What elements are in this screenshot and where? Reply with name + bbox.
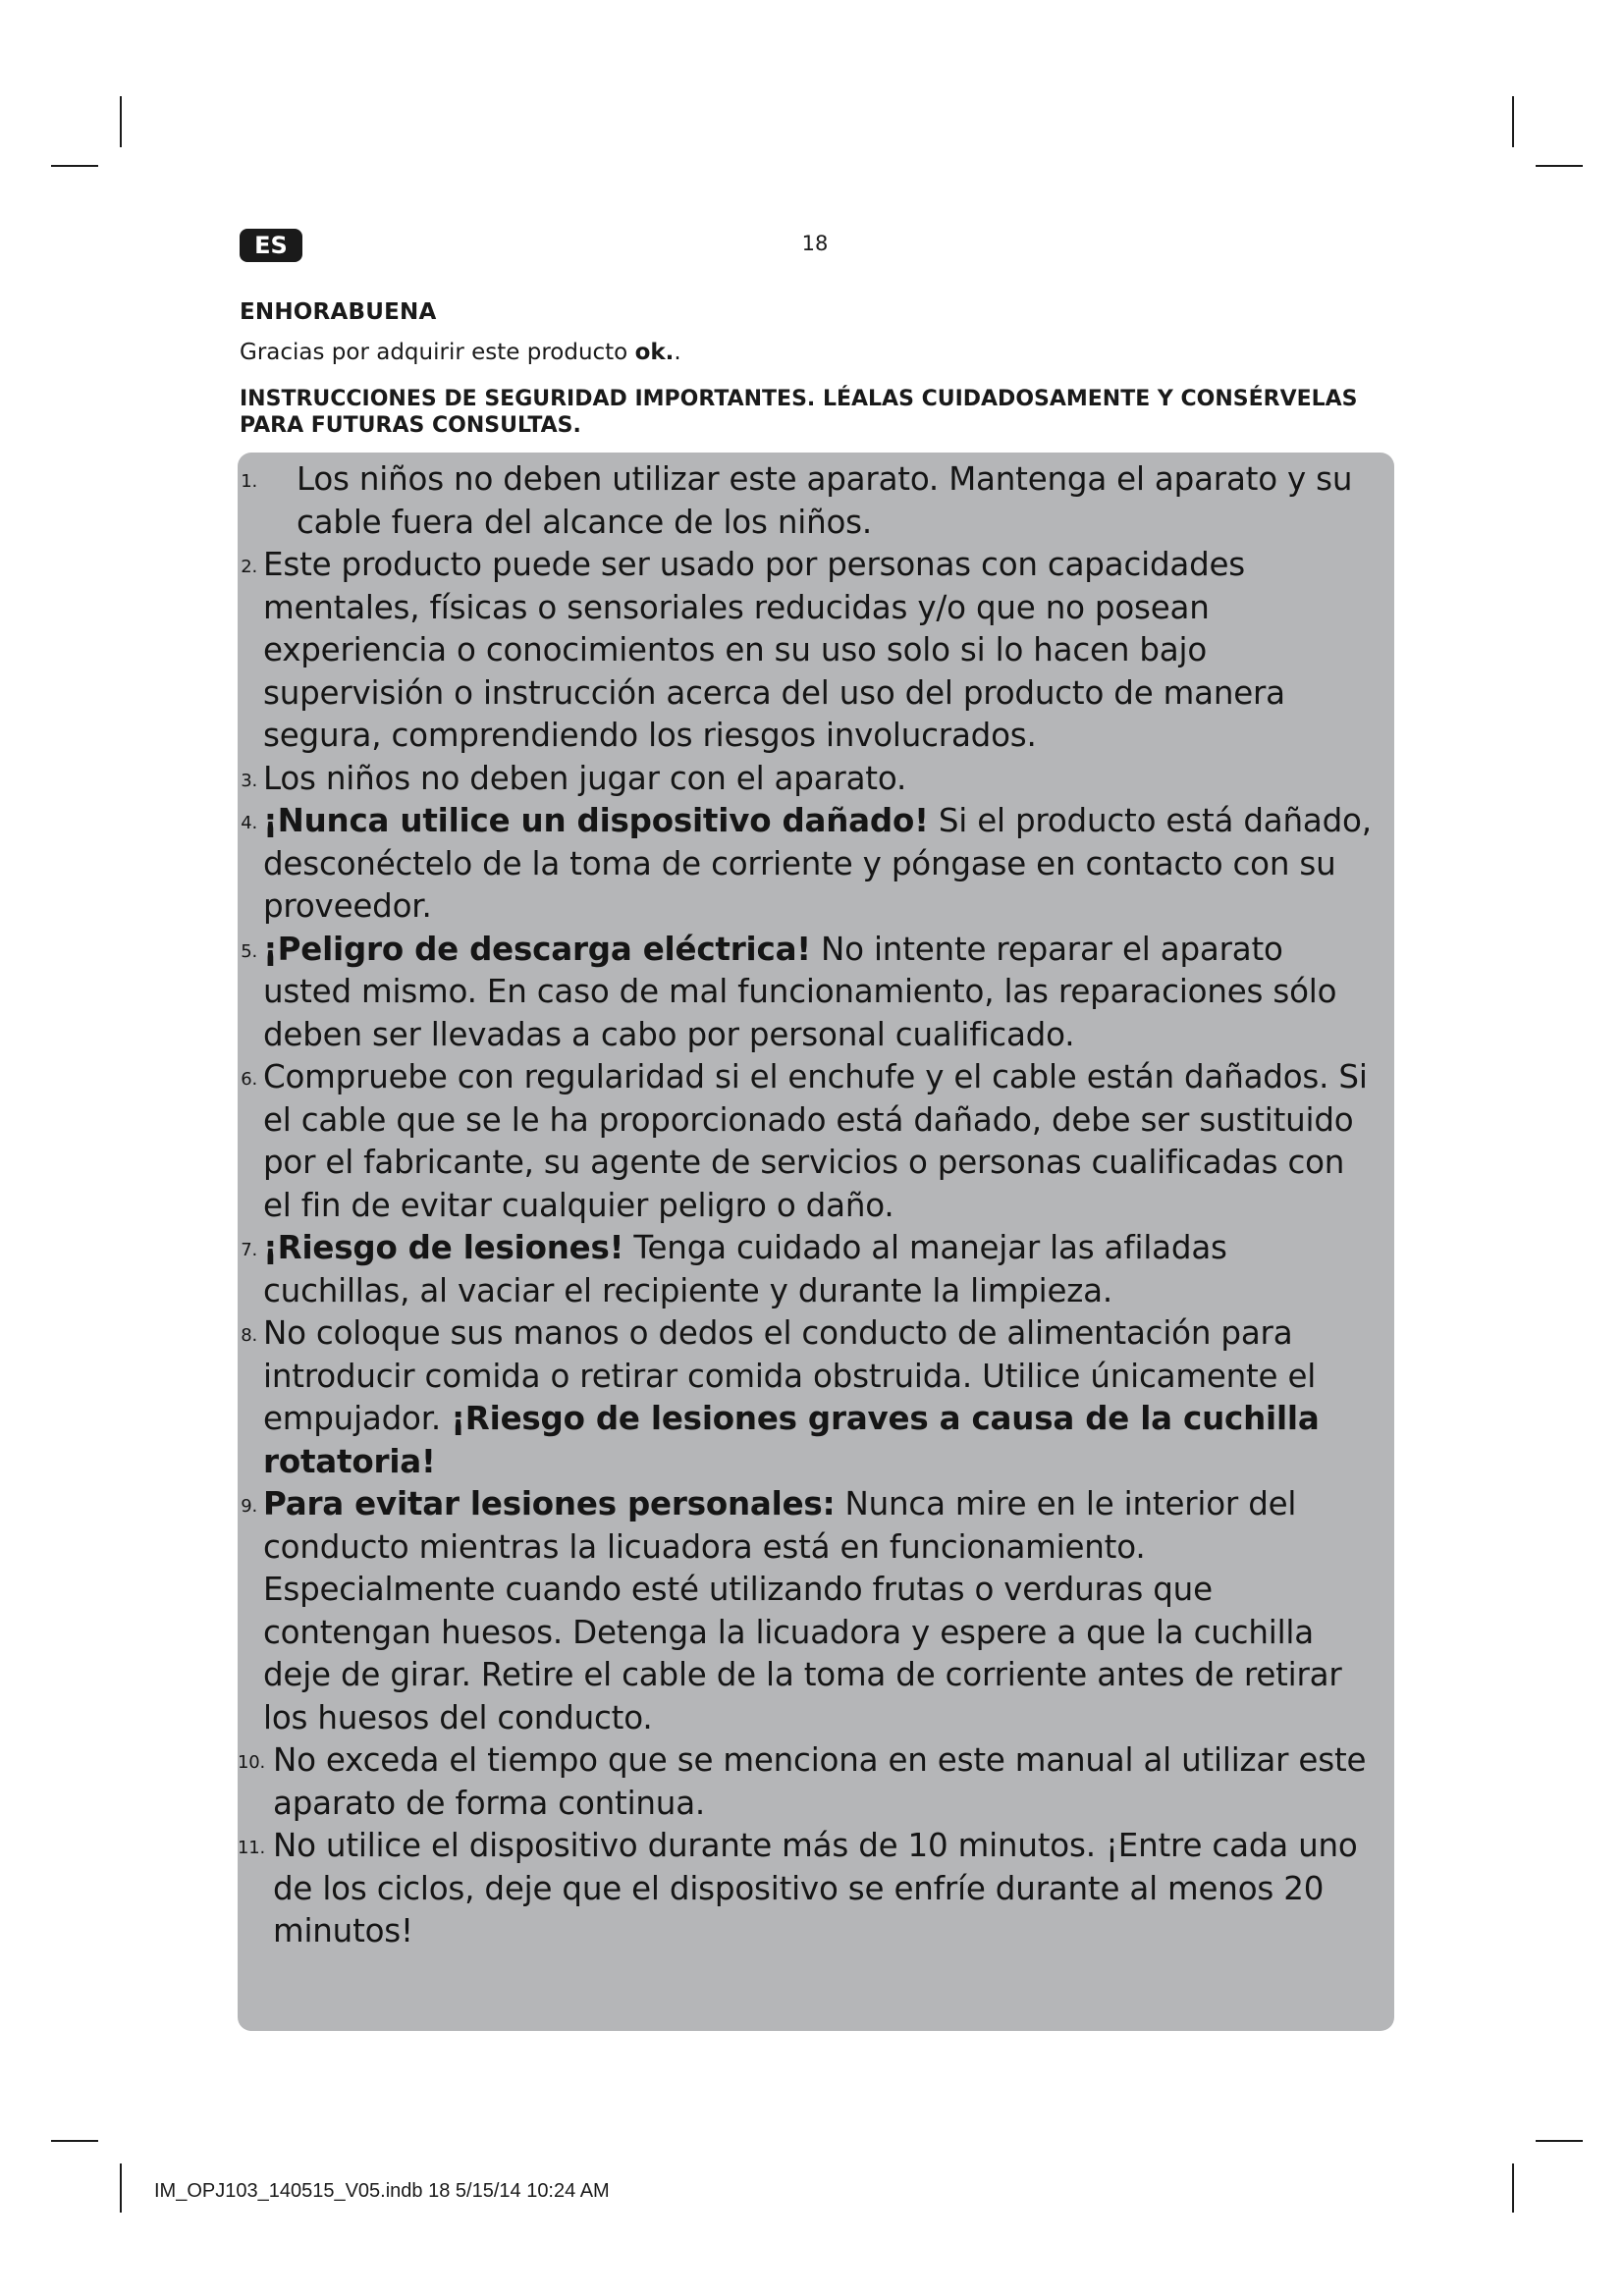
item-body: Tenga cuidado al manejar las afiladas cuchillas, al vaciar el recipiente y durante la limpieza. xyxy=(263,1229,1227,1309)
item-text xyxy=(263,800,1377,929)
crop-mark xyxy=(1512,96,1514,147)
safety-item xyxy=(238,1739,1377,1825)
item-warning: ¡Peligro de descarga eléctrica! xyxy=(263,930,811,968)
safety-item xyxy=(238,1312,1377,1483)
item-body: No coloque sus manos o dedos el conducto de alimentación para introducir comida o retirar comida obstruida. Utilice únicamente el empujador. xyxy=(263,1314,1317,1437)
item-number: 11. xyxy=(238,1838,266,1858)
item-number: 4. xyxy=(241,813,257,833)
crop-mark xyxy=(1536,2140,1583,2142)
thanks-end: . xyxy=(674,340,681,365)
safety-item xyxy=(238,1825,1377,1953)
item-text: Los niños no deben jugar con el aparato. xyxy=(263,759,907,797)
safety-item xyxy=(238,1056,1377,1227)
safety-item xyxy=(238,544,1377,758)
item-body: Si el producto está dañado, desconéctelo de la toma de corriente y póngase en contacto con su proveedor. xyxy=(263,802,1372,925)
crop-mark xyxy=(120,96,122,147)
item-number: 5. xyxy=(241,940,257,962)
item-warning: Para evitar lesiones personales: xyxy=(263,1485,836,1522)
brand-name: ok. xyxy=(634,340,675,365)
crop-mark xyxy=(1512,2163,1514,2213)
item-body: No intente reparar el aparato usted mismo. En caso de mal funcionamiento, las reparaciones sólo deben ser llevadas a cabo por personal cualificado. xyxy=(263,930,1337,1053)
item-text xyxy=(263,1483,1377,1739)
thanks-line xyxy=(240,340,681,365)
item-number: 1. xyxy=(241,471,257,492)
item-text: Este producto puede ser usado por personas con capacidades mentales, físicas o sensoriales reducidas y/o que no posean experiencia o conocimientos en su uso solo si lo hacen bajo supervisión o instrucción acerca del uso del producto de manera segura, comprendiendo los riesgos involucrados. xyxy=(263,546,1285,754)
item-text xyxy=(263,1227,1377,1312)
thanks-text: Gracias por adquirir este producto xyxy=(240,340,635,365)
page-heading: ENHORABUENA xyxy=(240,299,437,325)
item-warning: ¡Nunca utilice un dispositivo dañado! xyxy=(263,802,929,839)
safety-item xyxy=(238,800,1377,929)
language-badge: ES xyxy=(240,229,302,262)
item-number: 2. xyxy=(241,557,257,577)
item-text: No utilice el dispositivo durante más de 10 minutos. ¡Entre cada uno de los ciclos, deje que el dispositivo se enfríe durante al menos 20 minutos! xyxy=(273,1827,1358,1949)
page-number: 18 xyxy=(801,232,829,255)
item-text xyxy=(263,1312,1377,1483)
crop-mark xyxy=(1536,165,1583,167)
safety-instructions-panel xyxy=(238,453,1394,2031)
item-number: 10. xyxy=(238,1752,266,1773)
safety-title: INSTRUCCIONES DE SEGURIDAD IMPORTANTES. LÉALAS CUIDADOSAMENTE Y CONSÉRVELAS PARA FUTURAS CONSULTAS. xyxy=(240,387,1358,438)
crop-mark xyxy=(51,2140,98,2142)
item-text xyxy=(263,929,1377,1057)
item-number: 6. xyxy=(241,1069,257,1090)
crop-mark xyxy=(51,165,98,167)
safety-item xyxy=(238,929,1377,1057)
safety-item xyxy=(238,1483,1377,1739)
footer-file-info: IM_OPJ103_140515_V05.indb 18 5/15/14 10:24 AM xyxy=(154,2180,610,2202)
item-text: Los niños no deben utilizar este aparato. Mantenga el aparato y su cable fuera del alcance de los niños. xyxy=(297,460,1353,541)
crop-mark xyxy=(120,2163,122,2213)
safety-item xyxy=(238,1227,1377,1312)
item-warning: ¡Riesgo de lesiones! xyxy=(263,1229,624,1266)
safety-item xyxy=(238,458,1377,544)
item-number: 3. xyxy=(241,770,257,791)
item-body: Nunca mire en le interior del conducto mientras la licuadora está en funcionamiento. Especialmente cuando esté utilizando frutas o verduras que contengan huesos. Detenga la licuadora y espere a que la cuchilla deje de girar. Retire el cable de la toma de corriente antes de retirar los huesos del conducto. xyxy=(263,1485,1342,1736)
item-text: No exceda el tiempo que se menciona en este manual al utilizar este aparato de forma continua. xyxy=(273,1741,1367,1822)
item-number: 8. xyxy=(241,1325,257,1346)
safety-item xyxy=(238,758,1377,801)
item-warning: ¡Riesgo de lesiones graves a causa de la cuchilla rotatoria! xyxy=(263,1400,1320,1480)
item-number: 7. xyxy=(241,1240,257,1260)
item-number: 9. xyxy=(241,1496,257,1517)
item-text: Compruebe con regularidad si el enchufe y el cable están dañados. Si el cable que se le ha proporcionado está dañado, debe ser sustituido por el fabricante, su agente de servicios o personas cualificadas con el fin de evitar cualquier peligro o daño. xyxy=(263,1058,1368,1224)
